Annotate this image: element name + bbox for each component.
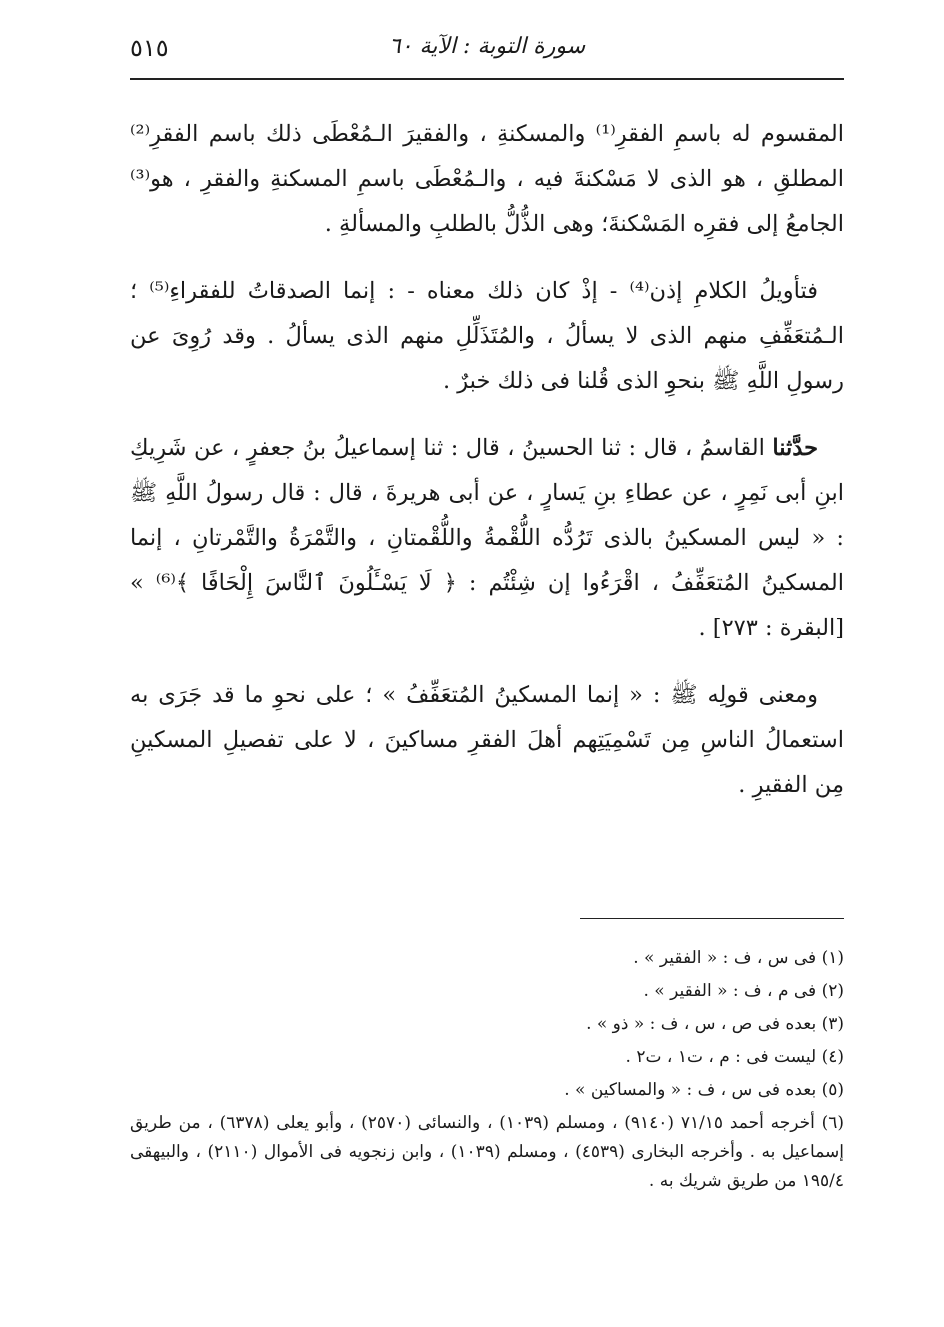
header-rule	[130, 78, 844, 80]
footnote-3: (٣) بعده فى ص ، س ، ف : « ذو » .	[586, 1014, 844, 1034]
paragraph-1: المقسوم له باسمِ الفقرِ⁽¹⁾ والمسكنةِ ، والفقيرَ الـمُعْطَى ذلك باسم الفقرِ⁽²⁾ المطلقِ ، هو الذى لا مَسْكنةَ فيه ، والـمُعْطَى باسمِ المسكنةِ والفقرِ ، هو⁽³⁾ الجامعُ إلى فقرِه المَسْكنةَ؛ وهى الذُّلُّ بالطلبِ والمسألةِ .	[130, 121, 844, 237]
footnote-4: (٤) ليست فى : م ، ت١ ، ت٢ .	[625, 1047, 844, 1067]
page-number: ٥١٥	[130, 34, 169, 62]
footnote-5: (٥) بعده فى س ، ف : « والمساكين » .	[564, 1080, 844, 1100]
main-text	[130, 112, 844, 830]
paragraph-4: ومعنى قولِه ﷺ : « إنما المسكينُ المُتعَفِّفُ » ؛ على نحوِ ما قد جَرَى به استعمالُ الناسِ مِن تَسْمِيَتِهم أهلَ الفقرِ مساكينَ ، لا على تفصيلِ المسكينِ مِن الفقيرِ .	[130, 682, 844, 798]
footnote-1: (١) فى س ، ف : « الفقير » .	[633, 948, 844, 968]
page-header	[130, 28, 844, 72]
hadith-lead-word: حدَّثنا	[772, 435, 818, 461]
footnotes	[130, 944, 844, 1200]
footnote-2: (٢) فى م ، ف : « الفقير » .	[643, 981, 844, 1001]
paragraph-3	[130, 426, 844, 651]
paragraph-3-text: القاسمُ ، قال : ثنا الحسينُ ، قال : ثنا إسماعيلُ بنُ جعفرٍ ، عن شَرِيكِ ابنِ أبى نَمِرٍ ، عن عطاءِ بنِ يَسارٍ ، عن أبى هريرةَ ، قال : قال رسولُ اللَّهِ ﷺ : « ليس المسكينُ بالذى تَرُدُّه اللُّقْمةُ واللُّقْمتانِ ، والتَّمْرَةُ والتَّمْرتانِ ، إنما المسكينُ المُتعَفِّفُ ، اقْرَءُوا إن شِئْتُم : ﴿ لَا يَسْـَٔلُونَ ٱلنَّاسَ إِلْحَافًا ﴾⁽⁶⁾ » [البقرة : ٢٧٣] .	[130, 435, 845, 641]
running-title: سورة التوبة : الآية ٦٠	[388, 34, 586, 59]
paragraph-2: فتأويلُ الكلامِ إذن⁽⁴⁾ - إذْ كان ذلك معناه - : إنما الصدقاتُ للفقراءِ⁽⁵⁾ ؛ الـمُتعَفِّفِ منهم الذى لا يسألُ ، والمُتَذَلِّلِ منهم الذى يسألُ . وقد رُوِىَ عن رسولِ اللَّهِ ﷺ بنحوِ الذى قُلنا فى ذلك خبرٌ .	[130, 278, 844, 394]
footnote-6: (٦) أخرجه أحمد ٧١/١٥ (٩١٤٠) ، ومسلم (١٠٣٩) ، والنسائى (٢٥٧٠) ، وأبو يعلى (٦٣٧٨) ، من طريق إسماعيل به . وأخرجه البخارى (٤٥٣٩) ، ومسلم (١٠٣٩) ، وابن زنجويه فى الأموال (٢١١٠) ، والبيهقى ١٩٥/٤ من طريق شريك به .	[130, 1113, 845, 1191]
footnote-separator	[580, 918, 844, 919]
